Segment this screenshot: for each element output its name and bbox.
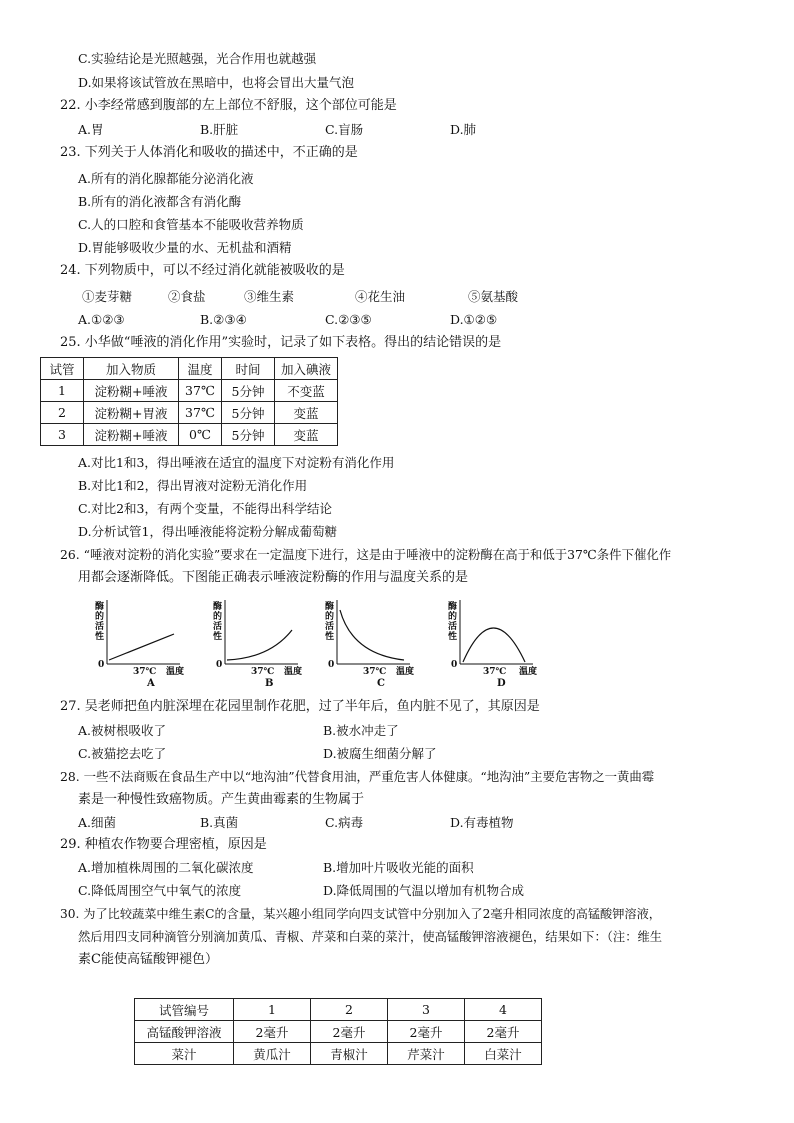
graph-origin: 0 xyxy=(451,660,458,670)
graph-c-letter: C xyxy=(377,678,385,689)
table-row xyxy=(41,380,338,402)
q25-option-c: C.对比2和3，有两个变量，不能得出科学结论 xyxy=(78,501,332,516)
table-cell: 芹菜汁 xyxy=(388,1043,465,1065)
q22-option-b: B.肝脏 xyxy=(200,122,239,137)
q29-stem: 29. 种植农作物要合理密植，原因是 xyxy=(60,837,267,852)
table-cell: 5分钟 xyxy=(222,402,275,424)
q24-stem: 24. 下列物质中，可以不经过消化就能被吸收的是 xyxy=(60,263,345,278)
table-cell: 1 xyxy=(234,999,311,1021)
q23-stem: 23. 下列关于人体消化和吸收的描述中，不正确的是 xyxy=(60,145,358,160)
q21-option-c: C.实验结论是光照越强，光合作用也就越强 xyxy=(78,51,317,66)
q28-option-a: A.细菌 xyxy=(78,815,117,830)
q22-option-a: A.胃 xyxy=(78,122,104,137)
table-row xyxy=(41,402,338,424)
q23-option-a: A.所有的消化腺都能分泌消化液 xyxy=(78,171,254,186)
table-header: 加入碘液 xyxy=(275,358,338,380)
q22-stem: 22. 小李经常感到腹部的左上部位不舒服，这个部位可能是 xyxy=(60,98,397,113)
table-cell: 5分钟 xyxy=(222,424,275,446)
q28-option-c: C.病毒 xyxy=(325,815,364,830)
q26-stem-line2: 用都会逐渐降低。下图能正确表示唾液淀粉酶的作用与温度关系的是 xyxy=(78,570,469,585)
table-header: 时间 xyxy=(222,358,275,380)
q30-table xyxy=(134,998,542,1065)
q25-table xyxy=(40,357,338,446)
table-cell: 淀粉糊+唾液 xyxy=(84,424,179,446)
q25-option-d: D.分析试管1，得出唾液能将淀粉分解成葡萄糖 xyxy=(78,524,338,539)
graph-d-letter: D xyxy=(497,678,506,689)
table-cell: 2毫升 xyxy=(311,1021,388,1043)
table-cell: 2毫升 xyxy=(465,1021,542,1043)
q22-option-d: D.肺 xyxy=(450,122,477,137)
graph-y-label: 酶的活性 xyxy=(213,602,223,642)
table-row xyxy=(135,999,542,1021)
q28-option-b: B.真菌 xyxy=(200,815,239,830)
table-cell: 2 xyxy=(41,402,84,424)
q25-stem: 25. 小华做“唾液的消化作用”实验时，记录了如下表格。得出的结论错误的是 xyxy=(60,335,502,350)
q24-item-2: ②食盐 xyxy=(168,289,206,304)
graph-tick-37: 37℃ xyxy=(133,667,157,677)
q28-option-d: D.有毒植物 xyxy=(450,815,514,830)
q29-option-c: C.降低周围空气中氧气的浓度 xyxy=(78,883,242,898)
graph-tick-37: 37℃ xyxy=(363,667,387,677)
graph-a-curve xyxy=(109,634,174,660)
graph-c xyxy=(322,598,432,690)
table-cell: 黄瓜汁 xyxy=(234,1043,311,1065)
q28-stem-line1: 28. 一些不法商贩在食品生产中以“地沟油”代替食用油，严重危害人体健康。“地沟油”主要危害物之一黄曲霉 xyxy=(60,769,655,784)
table-cell: 菜汁 xyxy=(135,1043,234,1065)
q24-item-1: ①麦芽糖 xyxy=(82,289,133,304)
graph-b-letter: B xyxy=(265,678,274,689)
table-cell: 1 xyxy=(41,380,84,402)
q24-option-b: B.②③④ xyxy=(200,312,247,327)
q25-option-a: A.对比1和3，得出唾液在适宜的温度下对淀粉有消化作用 xyxy=(78,455,395,470)
q29-option-a: A.增加植株周围的二氧化碳浓度 xyxy=(78,860,254,875)
q22-option-c: C.盲肠 xyxy=(325,122,364,137)
table-cell: 2毫升 xyxy=(388,1021,465,1043)
table-cell: 变蓝 xyxy=(275,424,338,446)
graph-d xyxy=(445,598,555,690)
q30-stem-line3: 素C能使高锰酸钾褪色） xyxy=(78,952,218,967)
table-row xyxy=(41,424,338,446)
graph-origin: 0 xyxy=(216,660,223,670)
table-header: 加入物质 xyxy=(84,358,179,380)
graph-x-label: 温度 xyxy=(396,667,415,677)
q30-stem-line2: 然后用四支同种滴管分别滴加黄瓜、青椒、芹菜和白菜的菜汁，使高锰酸钾溶液褪色，结果如下：（注：维生 xyxy=(78,930,663,944)
q27-option-c: C.被猫挖去吃了 xyxy=(78,746,167,761)
q24-option-c: C.②③⑤ xyxy=(325,312,372,327)
graph-y-label: 酶的活性 xyxy=(95,602,105,642)
graph-c-curve xyxy=(340,610,404,660)
table-cell: 试管编号 xyxy=(135,999,234,1021)
q27-option-b: B.被水冲走了 xyxy=(323,723,399,738)
table-row xyxy=(135,1043,542,1065)
q24-option-a: A.①②③ xyxy=(78,312,125,327)
table-cell: 变蓝 xyxy=(275,402,338,424)
graph-x-label: 温度 xyxy=(166,667,185,677)
graph-x-label: 温度 xyxy=(519,667,538,677)
table-cell: 5分钟 xyxy=(222,380,275,402)
graph-d-curve xyxy=(463,628,525,662)
table-row xyxy=(135,1021,542,1043)
table-cell: 2毫升 xyxy=(234,1021,311,1043)
q27-stem: 27. 吴老师把鱼内脏深埋在花园里制作花肥，过了半年后，鱼内脏不见了，其原因是 xyxy=(60,699,540,714)
table-cell: 3 xyxy=(388,999,465,1021)
q23-option-b: B.所有的消化液都含有消化酶 xyxy=(78,194,242,209)
q25-option-b: B.对比1和2，得出胃液对淀粉无消化作用 xyxy=(78,478,308,493)
table-header: 试管 xyxy=(41,358,84,380)
graph-y-label: 酶的活性 xyxy=(325,602,335,642)
q24-item-5: ⑤氨基酸 xyxy=(468,289,519,304)
q24-option-d: D.①②⑤ xyxy=(450,312,498,327)
graph-a-letter: A xyxy=(147,678,155,689)
graph-tick-37: 37℃ xyxy=(483,667,507,677)
table-cell: 青椒汁 xyxy=(311,1043,388,1065)
graph-tick-37: 37℃ xyxy=(251,667,275,677)
graph-y-label: 酶的活性 xyxy=(448,602,458,642)
q27-option-d: D.被腐生细菌分解了 xyxy=(323,746,437,761)
table-cell: 2 xyxy=(311,999,388,1021)
table-cell: 淀粉糊+唾液 xyxy=(84,380,179,402)
table-cell: 不变蓝 xyxy=(275,380,338,402)
q26-stem-line1: 26. “唾液对淀粉的消化实验”要求在一定温度下进行，这是由于唾液中的淀粉酶在高于和低于37℃条件下催化作 xyxy=(60,547,672,562)
graph-origin: 0 xyxy=(98,660,105,670)
table-cell: 白菜汁 xyxy=(465,1043,542,1065)
q29-option-d: D.降低周围的气温以增加有机物合成 xyxy=(323,883,525,898)
graph-a xyxy=(92,598,202,690)
graph-x-label: 温度 xyxy=(284,667,303,677)
q30-stem-line1: 30. 为了比较蔬菜中维生素C的含量，某兴趣小组同学向四支试管中分别加入了2毫升相同浓度的高锰酸钾溶液， xyxy=(60,907,661,921)
graph-b-curve xyxy=(227,630,292,660)
table-header: 温度 xyxy=(179,358,222,380)
table-cell: 37℃ xyxy=(179,380,222,402)
table-cell: 3 xyxy=(41,424,84,446)
table-cell: 37℃ xyxy=(179,402,222,424)
table-row xyxy=(41,358,338,380)
q28-stem-line2: 素是一种慢性致癌物质。产生黄曲霉素的生物属于 xyxy=(78,792,365,807)
q24-item-3: ③维生素 xyxy=(244,289,295,304)
q24-item-4: ④花生油 xyxy=(355,289,406,304)
q23-option-d: D.胃能够吸收少量的水、无机盐和酒精 xyxy=(78,240,292,255)
table-cell: 0℃ xyxy=(179,424,222,446)
table-cell: 4 xyxy=(465,999,542,1021)
q23-option-c: C.人的口腔和食管基本不能吸收营养物质 xyxy=(78,217,304,232)
q29-option-b: B.增加叶片吸收光能的面积 xyxy=(323,860,474,875)
table-cell: 高锰酸钾溶液 xyxy=(135,1021,234,1043)
graph-origin: 0 xyxy=(328,660,335,670)
table-cell: 淀粉糊+胃液 xyxy=(84,402,179,424)
graph-b xyxy=(210,598,320,690)
q27-option-a: A.被树根吸收了 xyxy=(78,723,167,738)
q21-option-d: D.如果将该试管放在黑暗中，也将会冒出大量气泡 xyxy=(78,75,355,90)
